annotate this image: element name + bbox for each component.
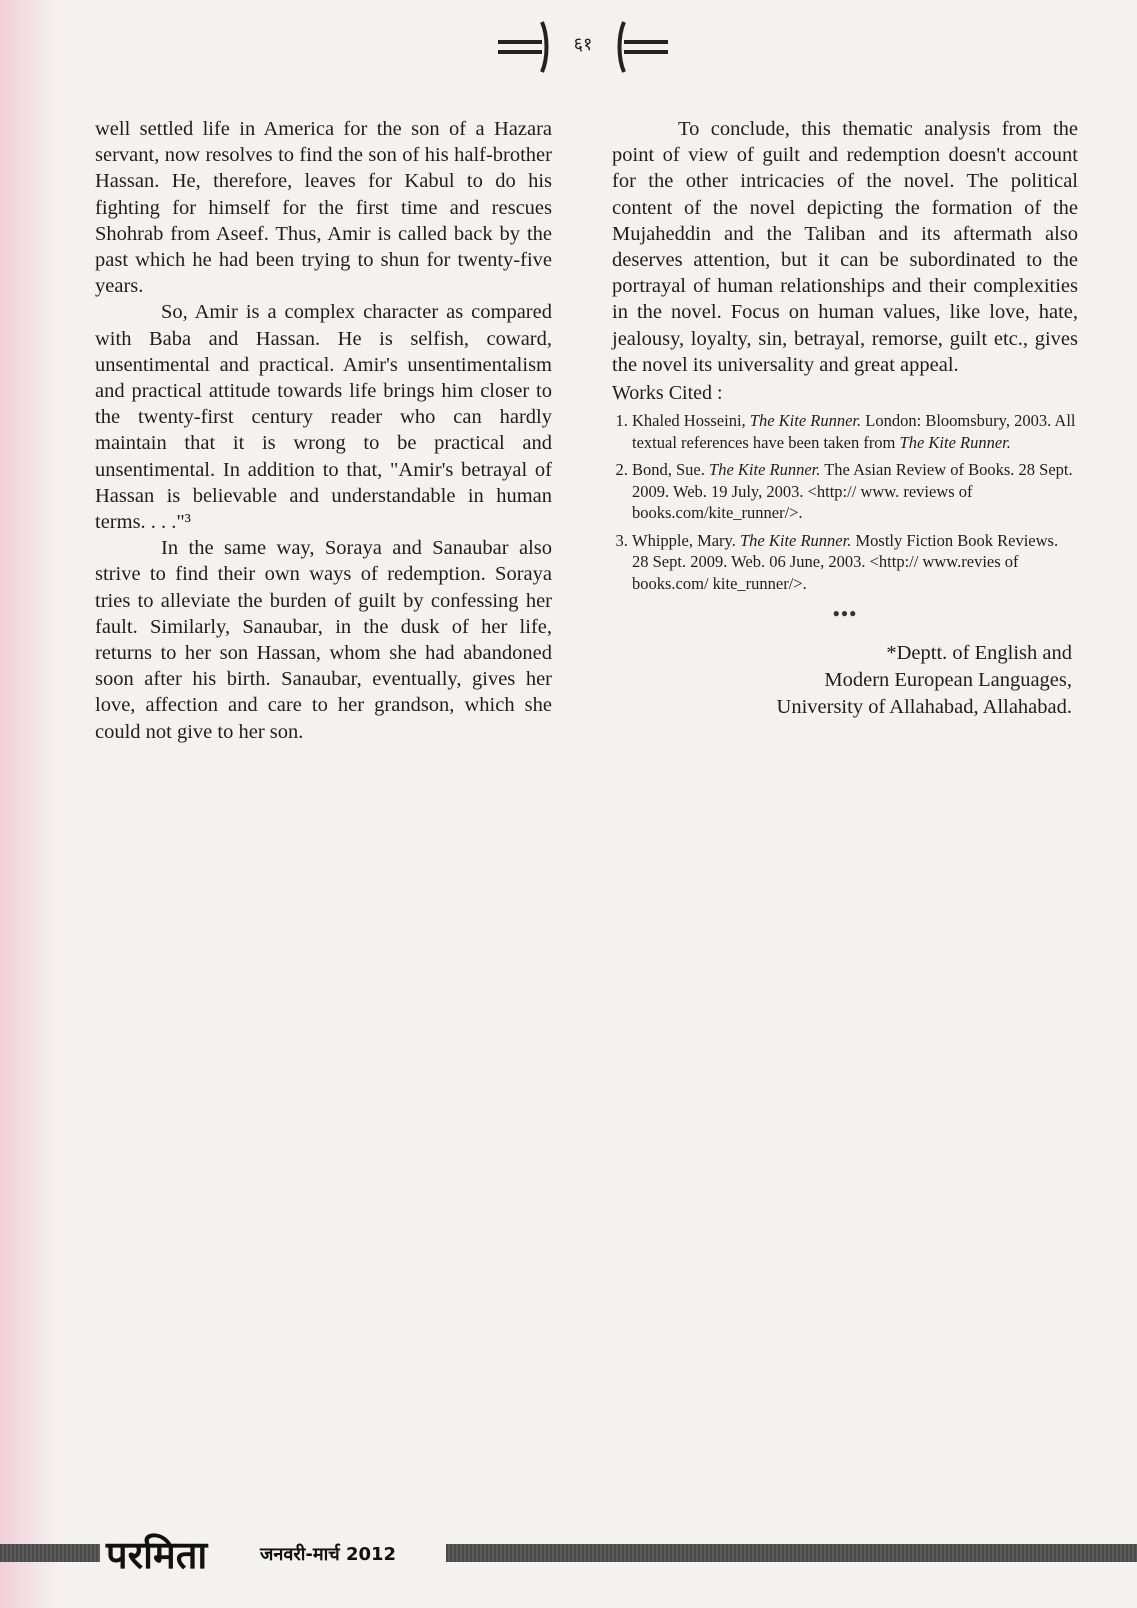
- footer-bar: [446, 1544, 1137, 1562]
- section-separator: ●●●: [832, 606, 858, 621]
- left-column: [95, 116, 552, 745]
- affiliation-line: Modern European Languages,: [824, 669, 1072, 692]
- affiliation-line: *Deptt. of English and: [886, 642, 1072, 665]
- paragraph: In the same way, Soraya and Sanaubar also strive to find their own ways of redemption. Soraya tries to alleviate the burden of guilt by confessing her fault. Similarly, Sanaubar, in the dusk of her life, returns to her son Hassan, whom she had abandoned soon after his birth. Sanaubar, eventually, gives her love, affection and care to her grandson, which she could not give to her son.: [95, 537, 552, 743]
- reference-item: 1. Khaled Hosseini, The Kite Runner. London: Bloomsbury, 2003. All textual references have been taken from The Kite Runner.: [632, 410, 1078, 453]
- affiliation-line: University of Allahabad, Allahabad.: [776, 696, 1072, 719]
- author-affiliation: [612, 640, 1078, 721]
- works-cited-list: [612, 410, 1078, 594]
- footer-bar: [0, 1544, 100, 1562]
- works-cited-heading: Works Cited :: [612, 382, 723, 405]
- reference-item: 3. Whipple, Mary. The Kite Runner. Mostly Fiction Book Reviews. 28 Sept. 2009. Web. 06 June, 2003. <http:// www.revies of books.com/ kite_runner/>.: [632, 530, 1078, 595]
- conclusion-paragraph: To conclude, this thematic analysis from the point of view of guilt and redemption doesn't account for the other intricacies of the novel. The political content of the novel depicting the formation of the Mujaheddin and the Taliban and its aftermath also deserves attention, but it can be subordinated to the portrayal of human relationships and their complexities in the novel. Focus on human values, like love, hate, jealousy, loyalty, sin, betrayal, remorse, guilt etc., gives the novel its universality and great appeal.: [612, 118, 1078, 376]
- journal-title: परमिता: [106, 1533, 208, 1577]
- paragraph: well settled life in America for the son of a Hazara servant, now resolves to find the son of his half-brother Hassan. He, therefore, leaves for Kabul to do his fighting for himself for the first time and rescues Shohrab from Aseef. Thus, Amir is called back by the past which he had been trying to shun for twenty-five years.: [95, 118, 552, 298]
- right-column: [612, 116, 1078, 721]
- page-edge-tint: [0, 0, 60, 1608]
- page-number: ६१: [573, 34, 593, 55]
- page-footer: [0, 1528, 1137, 1588]
- page-header: [498, 18, 668, 74]
- issue-date: जनवरी-मार्च 2012: [260, 1544, 397, 1565]
- paragraph: So, Amir is a complex character as compared with Baba and Hassan. He is selfish, coward, unsentimental and practical. Amir's unsentimentalism and practical attitude towards life brings him closer to the twenty-first century reader who can hardly maintain that it is wrong to be practical and unsentimental. In addition to that, "Amir's betrayal of Hassan is believable and understandable in human terms. . . ."³: [95, 301, 552, 534]
- reference-item: 2. Bond, Sue. The Kite Runner. The Asian Review of Books. 28 Sept. 2009. Web. 19 July, 2003. <http:// www. reviews of books.com/kite_runner/>.: [632, 459, 1078, 524]
